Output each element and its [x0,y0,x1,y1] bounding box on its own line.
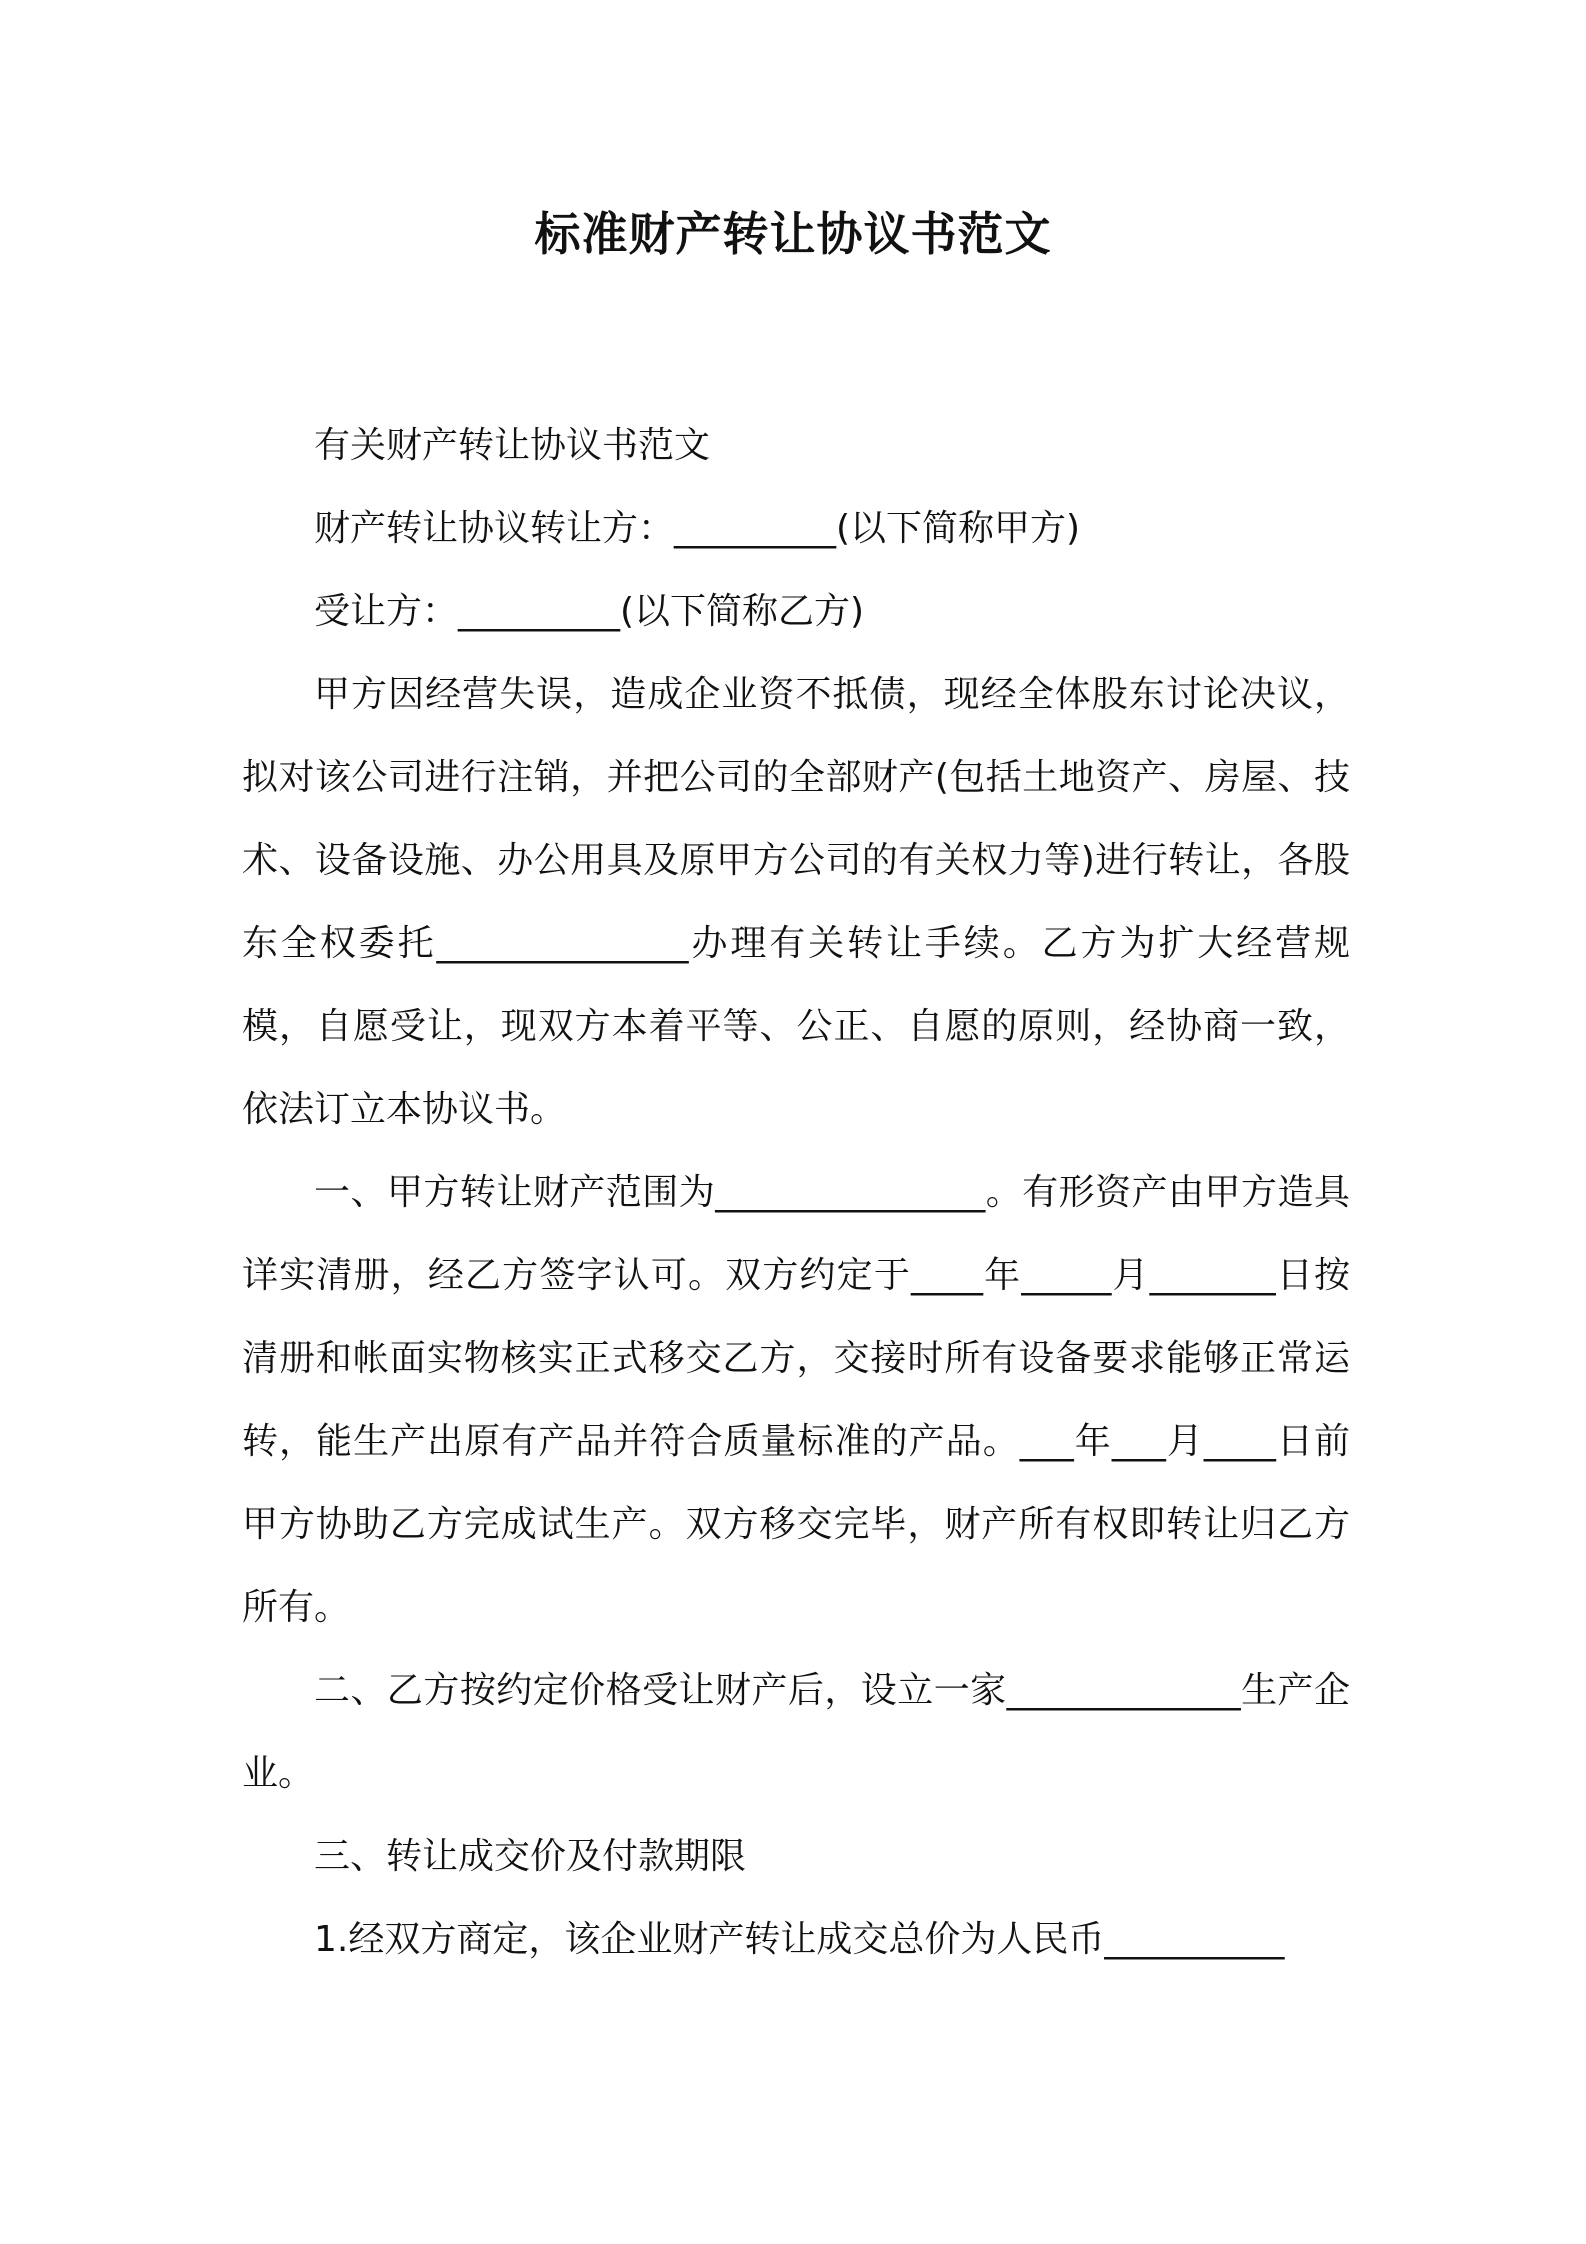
paragraph-clause-2: 二、乙方按约定价格受让财产后，设立一家_____________生产企业。 [242,1670,1350,1794]
paragraph-clause-3-heading: 三、转让成交价及付款期限 [314,1836,747,1877]
document-body [242,404,1350,1981]
paragraph-heading: 有关财产转让协议书范文 [314,425,711,466]
document-title: 标准财产转让协议书范文 [534,207,1052,261]
paragraph-transferee: 受让方：_________(以下简称乙方) [314,591,865,632]
paragraph-clause-1: 一、甲方转让财产范围为_______________。有形资产由甲方造具详实清册，经乙方签字认可。双方约定于____年_____月_______日按清册和帐面实物核实正式移交乙方，交接时所有设备要求能够正常运转，能生产出原有产品并符合质量标准的产品。___年___月____日前甲方协助乙方完成试生产。双方移交完毕，财产所有权即转让归乙方所有。 [242,1172,1350,1628]
paragraph-clause-3-1: 1.经双方商定，该企业财产转让成交总价为人民币__________ [314,1919,1285,1960]
paragraph-preamble: 甲方因经营失误，造成企业资不抵债，现经全体股东讨论决议，拟对该公司进行注销，并把公司的全部财产(包括土地资产、房屋、技术、设备设施、办公用具及原甲方公司的有关权力等)进行转让，各股东全权委托______________办理有关转让手续。乙方为扩大经营规模，自愿受让，现双方本着平等、公正、自愿的原则，经协商一致，依法订立本协议书。 [242,674,1350,1130]
paragraph-transferor: 财产转让协议转让方：_________(以下简称甲方) [314,508,1081,549]
